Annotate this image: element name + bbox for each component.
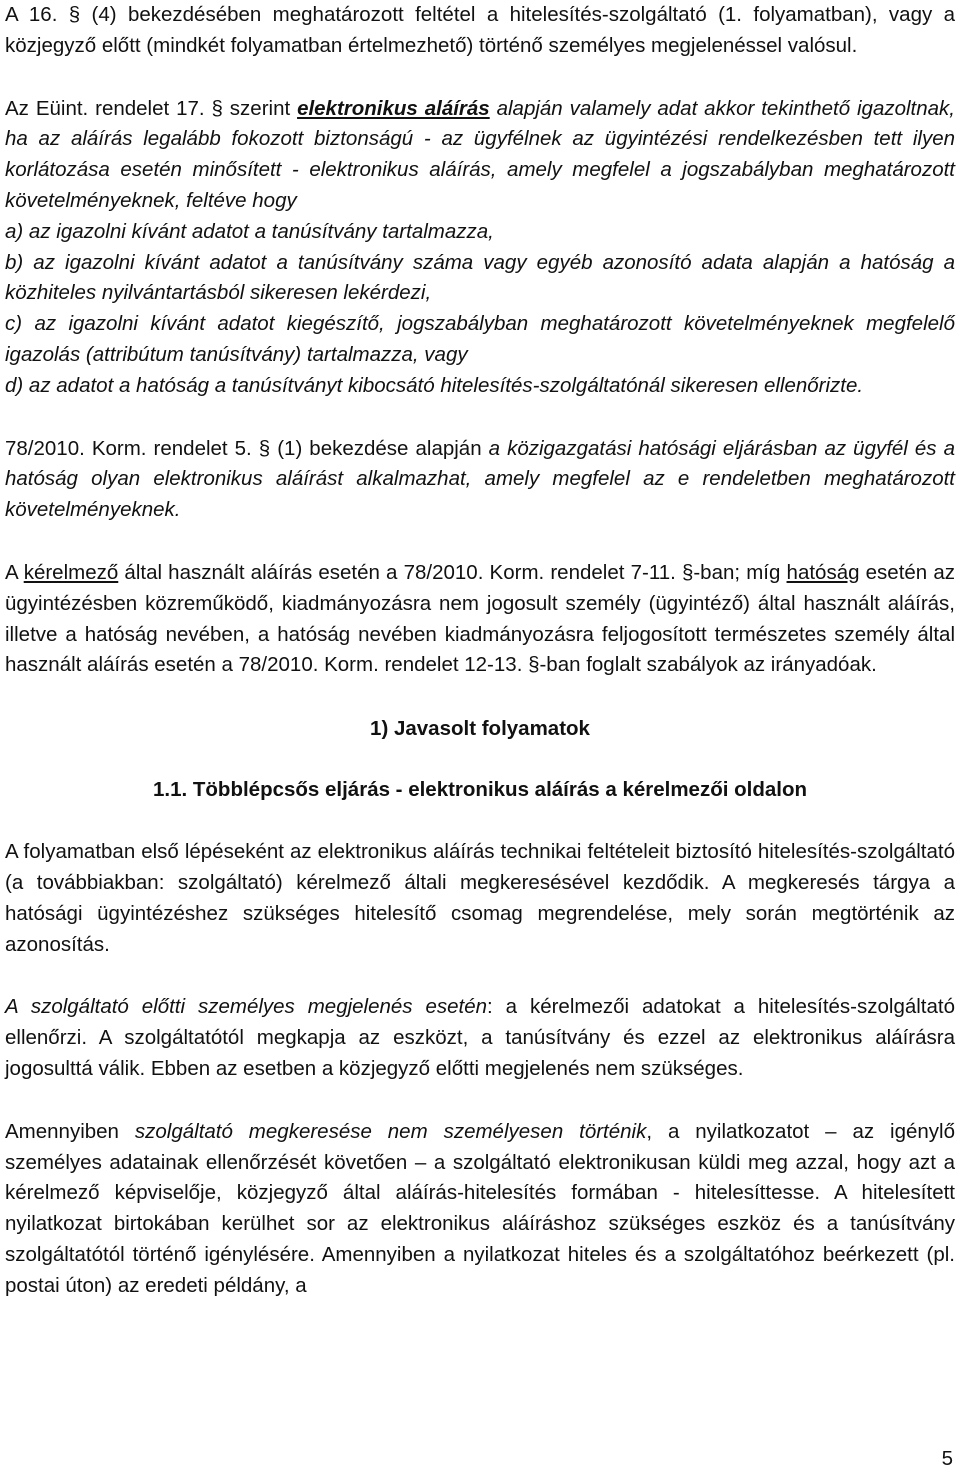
section-heading: 1) Javasolt folyamatok	[370, 717, 590, 741]
paragraph-szemelyes-megjelenes: A szolgáltató előtti személyes megjelenés esetén: a kérelmezői adatokat a hitelesítés-szolgáltató ellenőrzi. A szolgáltatótól megkapja az eszközt, a tanúsítvány és ezzel az elektronikus aláírásra jogosulttá válik. Ebben az esetben a közjegyző előtti megjelenés nem szükséges.	[5, 995, 955, 1080]
paragraph-intro: A 16. § (4) bekezdésében meghatározott feltétel a hitelesítés-szolgáltató (1. folyamatban), vagy a közjegyző előtt (mindkét folyamatban értelmezhető) történő személyes megjelenéssel valósul.	[5, 3, 955, 57]
paragraph-euint: Az Eüint. rendelet 17. § szerint elektronikus aláírás alapján valamely adat akkor tekinthető igazoltnak, ha az aláírás legalább fokozott biztonságú - az ügyfélnek az ügyintézési rendelkezésben tett ilyen korlátozása esetén minősített - elektronikus aláírás, amely megfelel a jogszabályban meghatározott követelményeknek, feltéve hogy	[5, 96, 955, 212]
list-item-d: d) az adatot a hatóság a tanúsítványt kibocsátó hitelesítés-szolgáltatónál sikeresen ellenőrizte.	[5, 373, 864, 397]
paragraph-kerelmezo: A kérelmező által használt aláírás esetén a 78/2010. Korm. rendelet 7-11. §-ban; míg hatóság esetén az ügyintézésben közreműködő, kiadmányozásra nem jogosult személy (ügyintéző) által használt aláírás, illetve a hatóság nevében, a hatóság nevében kiadmányozásra feljogosított természetes személy által használt aláírás esetén a 78/2010. Korm. rendelet 12-13. §-ban foglalt szabályok az irányadóak.	[5, 560, 955, 677]
subsection-heading: 1.1. Többlépcsős eljárás - elektronikus aláírás a kérelmezői oldalon	[153, 778, 807, 802]
term-hatosag: hatóság	[786, 560, 860, 584]
document-page	[5, 0, 955, 1302]
term-kerelmezo: kérelmező	[23, 560, 119, 584]
term-elektronikus-alairas: elektronikus aláírás	[297, 96, 490, 120]
paragraph-folyamat: A folyamatban első lépéseként az elektronikus aláírás technikai feltételeit biztosító hitelesítés-szolgáltató (a továbbiakban: szolgáltató) kérelmező általi megkeresésével kezdődik. A megkeresés tárgya a hatósági ügyintézéshez szükséges hitelesítő csomag megrendelése, mely során megtörténik az azonosítás.	[5, 840, 955, 956]
paragraph-korm-5: 78/2010. Korm. rendelet 5. § (1) bekezdése alapján a közigazgatási hatósági eljárásban az ügyfél és a hatóság olyan elektronikus aláírást alkalmazhat, amely megfelel az e rendeletben meghatározott követelményeknek.	[5, 436, 955, 522]
paragraph-nem-szemelyes: Amennyiben szolgáltató megkeresése nem személyesen történik, a nyilatkozatot – az igénylő személyes adatainak ellenőrzését követően – a szolgáltató elektronikusan küldi meg azzal, hogy azt a kérelmező képviselője, közjegyző által aláírás-hitelesítés formában - hitelesíttesse. A hitelesített nyilatkozat birtokában kerülhet sor az elektronikus aláíráshoz szükséges eszköz és a tanúsítvány szolgáltatótól történő igénylésére. Amennyiben a nyilatkozat hiteles és a szolgáltatóhoz beérkezett (pl. postai úton) az eredeti példány, a	[5, 1119, 955, 1297]
list-item-a: a) az igazolni kívánt adatot a tanúsítvány tartalmazza,	[5, 219, 494, 243]
page-number: 5	[941, 1447, 953, 1470]
list-item-b: b) az igazolni kívánt adatot a tanúsítvány száma vagy egyéb azonosító adata alapján a hatóság a közhiteles nyilvántartásból sikeresen lekérdezi,	[5, 250, 955, 305]
list-item-c: c) az igazolni kívánt adatot kiegészítő, jogszabályban meghatározott követelményeknek megfelelő igazolás (attribútum tanúsítvány) tartalmazza, vagy	[5, 312, 955, 366]
